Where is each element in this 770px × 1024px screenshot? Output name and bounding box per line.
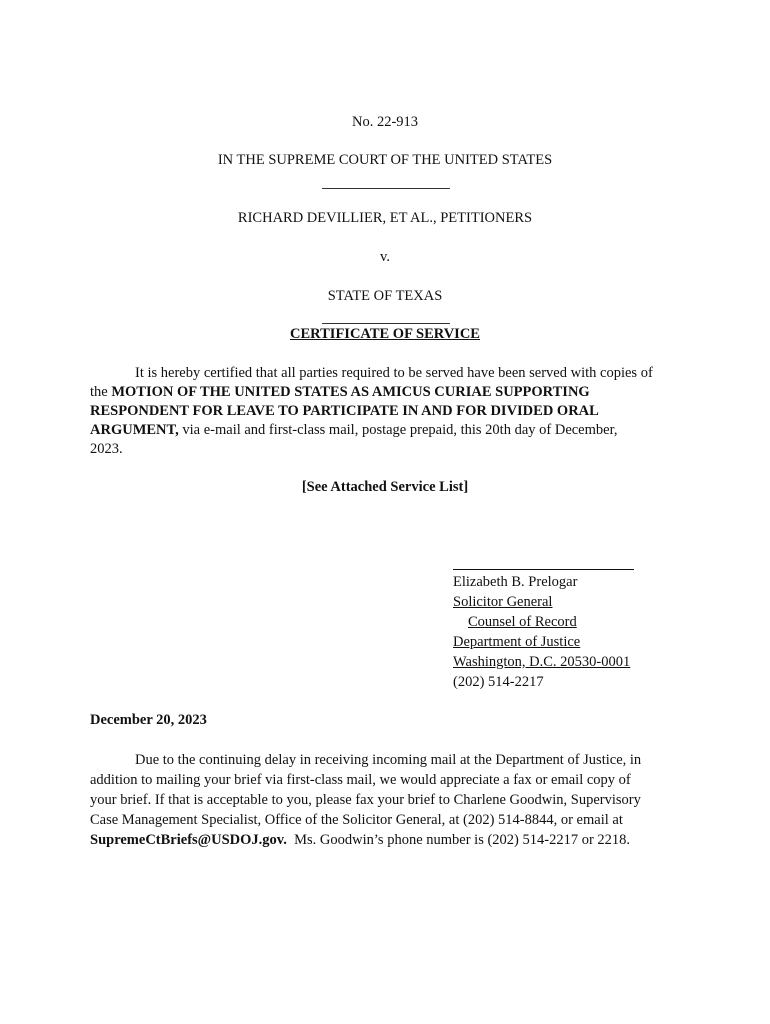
notice-line-5-rest: Ms. Goodwin’s phone number is (202) 514-2217 or 2218. xyxy=(286,832,631,848)
signer-phone: (202) 514-2217 xyxy=(453,674,544,690)
respondent: STATE OF TEXAS xyxy=(327,288,443,304)
case-number: No. 22-913 xyxy=(351,114,419,130)
signer-department: Department of Justice xyxy=(453,634,581,650)
document-date: December 20, 2023 xyxy=(90,712,207,728)
motion-title-part-3: ARGUMENT, xyxy=(90,422,179,438)
briefs-email[interactable]: SupremeCtBriefs@USDOJ.gov. xyxy=(90,832,287,848)
notice-line-1: Due to the continuing delay in receiving incoming mail at the Department of Justice, in xyxy=(135,752,642,768)
signer-role: Counsel of Record xyxy=(468,614,577,630)
caption-divider xyxy=(322,188,450,189)
caption-divider-2 xyxy=(322,323,450,324)
notice-paragraph xyxy=(90,750,682,850)
court-name: IN THE SUPREME COURT OF THE UNITED STATES xyxy=(217,152,553,168)
motion-title-part-2: RESPONDENT FOR LEAVE TO PARTICIPATE IN AND FOR DIVIDED ORAL xyxy=(90,403,599,419)
notice-line-2: addition to mailing your brief via first-class mail, we would appreciate a fax or email copy of xyxy=(90,772,631,788)
certificate-line-2 xyxy=(90,383,682,402)
certificate-line-5: 2023. xyxy=(90,441,123,457)
certificate-line-4 xyxy=(90,421,682,440)
signer-address: Washington, D.C. 20530-0001 xyxy=(453,654,631,670)
petitioners: RICHARD DEVILLIER, ET AL., PETITIONERS xyxy=(237,210,533,226)
signer-title: Solicitor General xyxy=(453,594,553,610)
certificate-heading: CERTIFICATE OF SERVICE xyxy=(290,326,480,342)
certificate-paragraph xyxy=(90,364,682,459)
service-list-note: [See Attached Service List] xyxy=(301,479,469,495)
notice-line-5 xyxy=(90,830,682,850)
signature-line xyxy=(453,569,634,570)
signer-name: Elizabeth B. Prelogar xyxy=(453,574,578,590)
certificate-line-1: It is hereby certified that all parties required to be served have been served with copies of xyxy=(135,365,653,381)
signature-block xyxy=(453,572,693,692)
notice-line-3: your brief. If that is acceptable to you, please fax your brief to Charlene Goodwin, Supervisory xyxy=(90,792,641,808)
certificate-line-4-rest: via e-mail and first-class mail, postage prepaid, this 20th day of December, xyxy=(178,422,618,438)
motion-title-part-1: MOTION OF THE UNITED STATES AS AMICUS CURIAE SUPPORTING xyxy=(111,384,590,400)
versus: v. xyxy=(380,249,390,265)
certificate-line-2-prefix: the xyxy=(90,384,112,400)
notice-line-4: Case Management Specialist, Office of the Solicitor General, at (202) 514-8844, or email at xyxy=(90,812,623,828)
